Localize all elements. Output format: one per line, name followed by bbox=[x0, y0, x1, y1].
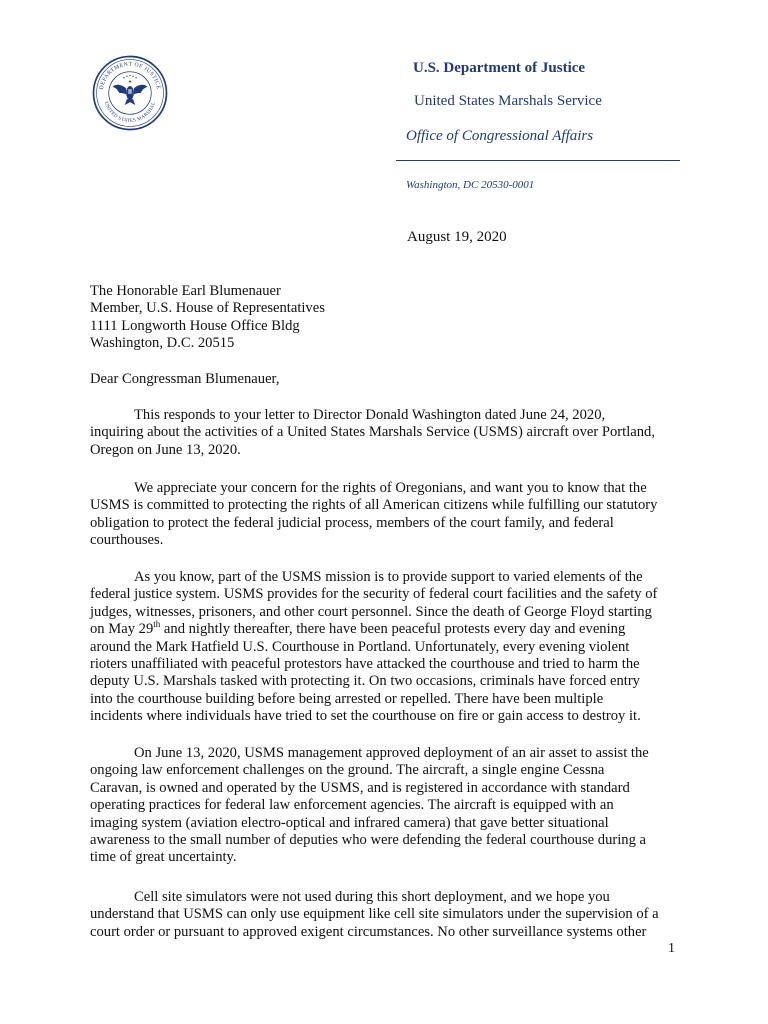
recipient-line: 1111 Longworth House Office Bldg bbox=[90, 317, 300, 334]
seal-bottom-text: UNITED STATES MARSHAL bbox=[102, 101, 158, 124]
paragraph-line: USMS is committed to protecting the rights of all American citizens while fulfilling our statutory bbox=[90, 497, 658, 514]
paragraph-line: judges, witnesses, prisoners, and other court personnel. Since the death of George Floyd starting bbox=[90, 603, 652, 620]
letterhead-office: Office of Congressional Affairs bbox=[406, 128, 594, 144]
letterhead-department: U.S. Department of Justice bbox=[413, 60, 586, 76]
letterhead-divider bbox=[396, 160, 680, 161]
paragraph-line: We appreciate your concern for the rights of Oregonians, and want you to know that the bbox=[134, 480, 647, 496]
paragraph-5 bbox=[90, 889, 670, 941]
recipient-line: The Honorable Earl Blumenauer bbox=[90, 283, 281, 299]
paragraph-line: around the Mark Hatfield U.S. Courthouse in Portland. Unfortunately, every evening violent bbox=[90, 638, 630, 655]
paragraph-line: obligation to protect the federal judicial process, members of the court family, and federal bbox=[90, 514, 614, 531]
recipient-line: Member, U.S. House of Representatives bbox=[90, 300, 325, 317]
recipient-address bbox=[90, 283, 670, 353]
paragraph-line bbox=[90, 621, 670, 638]
paragraph-1 bbox=[90, 407, 670, 459]
paragraph-line: court order or pursuant to approved exigent circumstances. No other surveillance systems other bbox=[90, 923, 647, 940]
paragraph-line: federal justice system. USMS provides for the security of federal court facilities and the safety of bbox=[90, 586, 658, 603]
paragraph-line: deputy U.S. Marshals tasked with protecting it. On two occasions, criminals have forced entry bbox=[90, 673, 640, 690]
paragraph-line: courthouses. bbox=[90, 532, 164, 549]
recipient-line: Washington, D.C. 20515 bbox=[90, 335, 235, 352]
paragraph-line: Caravan, is owned and operated by the USMS, and is registered in accordance with standard bbox=[90, 779, 630, 796]
seal-top-text: DEPARTMENT OF JUSTICE bbox=[98, 61, 162, 91]
letterhead-service: United States Marshals Service bbox=[414, 93, 602, 109]
salutation: Dear Congressman Blumenauer, bbox=[90, 371, 280, 387]
paragraph-line: imaging system (aviation electro-optical and infrared camera) that gave better situational bbox=[90, 814, 609, 831]
letterhead-address: Washington, DC 20530-0001 bbox=[406, 179, 535, 191]
paragraph-3 bbox=[90, 569, 670, 726]
paragraph-line: operating practices for federal law enforcement agencies. The aircraft is equipped with an bbox=[90, 797, 614, 814]
paragraph-line: understand that USMS can only use equipment like cell site simulators under the supervision of a bbox=[90, 906, 659, 923]
paragraph-line: Cell site simulators were not used during this short deployment, and we hope you bbox=[134, 889, 610, 905]
paragraph-line: time of great uncertainty. bbox=[90, 849, 237, 866]
paragraph-line: As you know, part of the USMS mission is to provide support to varied elements of the bbox=[134, 569, 643, 585]
paragraph-line: ongoing law enforcement challenges on the ground. The aircraft, a single engine Cessna bbox=[90, 762, 605, 779]
may-date-rest: and nightly thereafter, there have been peaceful protests every day and evening bbox=[160, 621, 626, 638]
letter-date: August 19, 2020 bbox=[407, 229, 507, 245]
paragraph-line: On June 13, 2020, USMS management approved deployment of an air asset to assist the bbox=[134, 745, 649, 761]
paragraph-line: incidents where individuals have tried to set the courthouse on fire or gain access to destroy it. bbox=[90, 708, 641, 725]
paragraph-2 bbox=[90, 480, 670, 550]
paragraph-line: into the courthouse building before being arrested or repelled. There have been multiple bbox=[90, 690, 604, 707]
paragraph-line: rioters unaffiliated with peaceful protestors have attacked the courthouse and tried to harm the bbox=[90, 656, 640, 673]
may-date-text: on May 29 bbox=[90, 621, 154, 638]
ordinal-suffix: th bbox=[153, 619, 161, 630]
paragraph-4 bbox=[90, 745, 670, 867]
page-number: 1 bbox=[668, 941, 675, 956]
paragraph-line: Oregon on June 13, 2020. bbox=[90, 441, 241, 458]
paragraph-line: awareness to the small number of deputies who were defending the federal courthouse during a bbox=[90, 832, 646, 849]
paragraph-line: inquiring about the activities of a United States Marshals Service (USMS) aircraft over Portland, bbox=[90, 424, 655, 441]
doj-seal-icon bbox=[92, 55, 168, 131]
paragraph-line: This responds to your letter to Director Donald Washington dated June 24, 2020, bbox=[134, 407, 606, 423]
